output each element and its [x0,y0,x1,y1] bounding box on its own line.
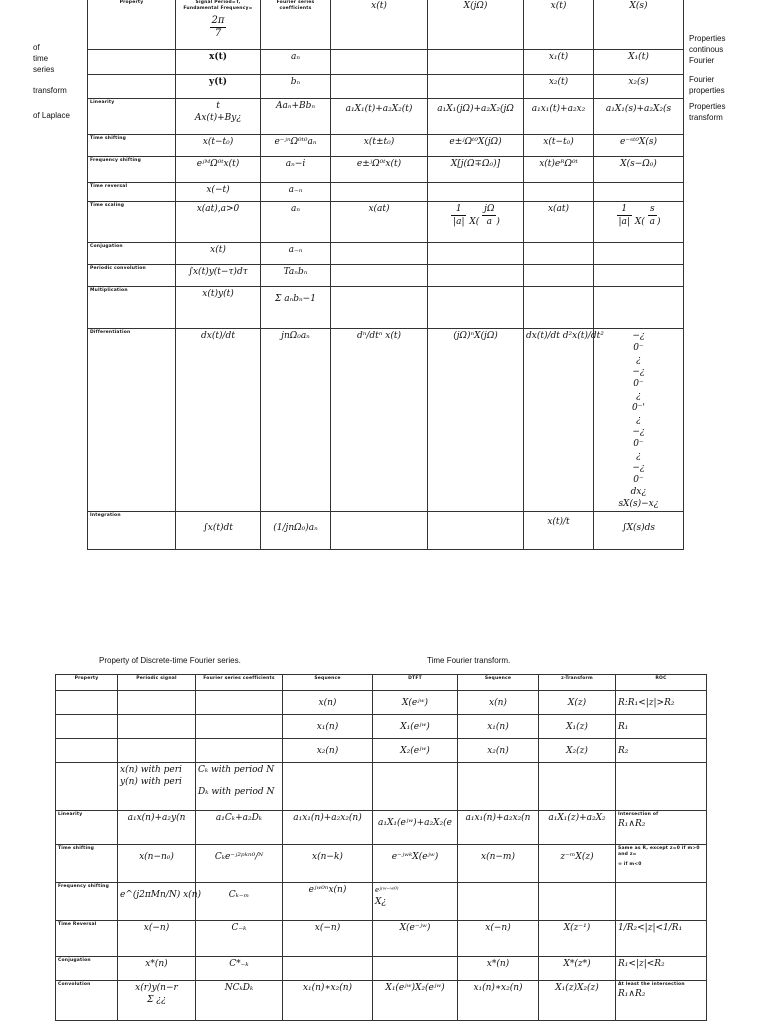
row-label [56,715,118,739]
frac-num: 1 [451,203,466,216]
cell: Taₙbₙ [261,265,331,287]
right-label-2: continous [689,45,724,54]
cell: e⁻ˢᵗ⁰X(s) [594,135,684,157]
cell: a₁X₁(z)+a₂X₂ [539,811,616,845]
cell: X*(z*) [539,957,616,981]
frac-num: jΩ [484,204,495,214]
cell: a₁x(n)+a₂y(n [118,811,196,845]
cell: x(t±t₀) [331,135,428,157]
cell-time-scaling-fourier: $\frac{1}{|a|}$ X( $\frac{j\Omega}{a}$ ) [428,202,524,243]
cell: ∫x(t)y(t−τ)dτ [176,265,261,287]
row-label-linearity: Linearity [88,99,176,135]
stack-item: 0⁻' [632,403,645,413]
cell: ∫x(t)dt [176,512,261,550]
row-label-time-scaling: Time scaling [88,202,176,243]
cell: a₋ₙ [261,243,331,265]
header-fs-coeffs: Fourier series coefficients [196,675,283,691]
cell: x(t)y(t) [176,287,261,329]
cell [331,287,428,329]
frac-den: |a| [453,217,465,227]
cell: x(−n) [458,921,539,957]
cell: jnΩ₀aₙ [261,329,331,512]
cell: R₂ [616,739,707,763]
bottom-header-row [56,675,707,691]
cell: x(at),a>0 [176,202,261,243]
frac-num: s [648,203,657,216]
cell: R₁<|z|<R₂ [616,957,707,981]
row-label [88,50,176,75]
cell [283,763,373,811]
cell [331,265,428,287]
cell-line: Σ ¿¿ [147,995,166,1005]
period-den: 7 [214,28,222,39]
cell-time-scaling-laplace: $\frac{1}{|a|}$ X( $\frac{s}{a}$ ) [594,202,684,243]
cell: x(at) [524,202,594,243]
period-num: 2π [211,15,225,26]
header-xt-laplace: x(t) [524,0,594,50]
header-periodic-signal: Periodic signal [118,675,196,691]
cell-line: Intersection of [618,812,659,817]
cell [428,287,524,329]
table-row [56,883,707,921]
cell: Cₖ₋ₘ [196,883,283,921]
cell-line: R₁∧R₂ [618,989,646,999]
cell: dx(t)/dt [176,329,261,512]
cell: a₁X₁(t)+a₂X₂(t) [331,99,428,135]
cell: a₁x₁(n)+a₂x₂(n [458,811,539,845]
cell [373,957,458,981]
cell: e±ʲΩᵗ⁰X(jΩ) [428,135,524,157]
cell: x(n) [283,691,373,715]
cell: X(e⁻ʲʷ) [373,921,458,957]
cell: Cₖe⁻ʲ²ᵖᵏⁿ⁰/ᴺ [196,845,283,883]
top-header-row [88,0,684,50]
cell [594,243,684,265]
cell: y(t) [176,75,261,99]
cell-line: Dₖ with period N [198,787,275,797]
cell: a₁x₁(n)+a₂x₂(n) [283,811,373,845]
cell [428,75,524,99]
cell [118,715,196,739]
cell [331,183,428,202]
cell: a₁X₁(s)+a₂X₂(s [594,99,684,135]
cell: x(n−k) [283,845,373,883]
cell: aₙ [261,50,331,75]
stack-item: 0⁻ [633,343,644,353]
cell: z⁻ᵐX(z) [539,845,616,883]
cell-laplace-diff-stack [594,329,684,512]
table-row [56,763,707,811]
cell: X₂(z) [539,739,616,763]
period-fraction [210,15,227,40]
cell: e⁻ʲⁿΩ⁰ᵗ⁰aₙ [261,135,331,157]
row-label-time-shifting: Time shifting [88,135,176,157]
table-row [56,691,707,715]
row-label-frequency-shifting: Frequency shifting [88,157,176,183]
cell-line: Same as R, except z=0 if m>0 and z= [618,846,700,857]
cell [176,99,261,135]
stack-item: sX(s)−x¿ [618,499,659,509]
cell [373,763,458,811]
frac-den: |a| [618,217,630,227]
row-label [56,691,118,715]
row-label [56,739,118,763]
cell: x₁(n)∗x₂(n) [283,981,373,1021]
cell [283,957,373,981]
cell [118,981,196,1021]
table-row [88,99,684,135]
caption-discrete-fourier-series: Property of Discrete-time Fourier series. [99,656,241,665]
table-row [56,739,707,763]
cell: dx(t)/dt d²x(t)/dt² [524,329,594,512]
cell: ∫X(s)ds [594,512,684,550]
left-label-1: of [33,43,40,52]
fraction [482,203,496,228]
cell: a₁x₁(t)+a₂x₂ [524,99,594,135]
cell: X₁(z) [539,715,616,739]
cell [428,183,524,202]
caption-time-fourier-transform: Time Fourier transform. [427,656,511,665]
stack-item: ¿ [636,451,641,461]
continuous-properties-table [87,0,684,550]
table-row [88,157,684,183]
cell [331,512,428,550]
cell: X[j(Ω∓Ω₀)] [428,157,524,183]
cell: X₁(eʲʷ)X₂(eʲʷ) [373,981,458,1021]
table-row [56,921,707,957]
cell [616,883,707,921]
cell: eʲᴹΩ⁰ᵗx(t) [176,157,261,183]
stack-item: −¿ [632,367,645,377]
table-row [56,981,707,1021]
cell: x₂(n) [458,739,539,763]
symbol: X [469,217,476,227]
fraction [451,203,466,228]
row-label-conjugation: Conjugation [56,957,118,981]
cell [196,715,283,739]
table-row [88,512,684,550]
table-row [56,845,707,883]
cell [196,763,283,811]
cell: 1/R₂<|z|<1/R₁ [616,921,707,957]
table-row [88,265,684,287]
cell-line: eʲ⁽ʷ⁻ʷ⁰⁾ [375,886,399,894]
cell [331,75,428,99]
cell [594,265,684,287]
right-label-1: Properties [689,34,726,43]
frac-den: a [649,217,655,227]
right-label-7: transform [689,113,723,122]
cell: X₁(z)X₂(z) [539,981,616,1021]
header-property: Property [88,0,176,50]
cell: x(t)eᴿΩ⁰ᵗ [524,157,594,183]
header-dtft: DTFT [373,675,458,691]
cell: a₁X₁(jΩ)+a₂X₂(jΩ [428,99,524,135]
stack-item: −¿ [632,331,645,341]
cell [373,883,458,921]
header-signal [176,0,261,50]
cell-line: Cₖ with period N [198,765,275,775]
cell [118,763,196,811]
cell-line: y(n) with peri [120,777,182,787]
stack-item: 0⁻ [633,439,644,449]
cell: aₙ−i [261,157,331,183]
cell [524,183,594,202]
cell-line: Ax(t)+By¿ [194,113,242,123]
header-fs-coeffs: Fourier series coefficients [261,0,331,50]
cell: e^(j2πMn/N) x(n) [118,883,196,921]
frac-num: 1 [617,203,632,216]
cell [616,763,707,811]
header-property: Property [56,675,118,691]
row-label-frequency-shifting: Frequency shifting [56,883,118,921]
cell [428,512,524,550]
cell: x(t) [176,50,261,75]
right-label-5: properties [689,86,725,95]
row-label-periodic-convolution: Periodic convolution [88,265,176,287]
cell [458,763,539,811]
header-xs: X(s) [594,0,684,50]
frac-den: a [486,217,492,227]
cell: x₂(t) [524,75,594,99]
cell: x₂(s) [594,75,684,99]
cell: x(n−m) [458,845,539,883]
stack-item: ¿ [636,391,641,401]
header-signal-text: Signal Period=T, Fundamental Frequency= [183,0,253,11]
cell [196,691,283,715]
cell: x(t−t₀) [524,135,594,157]
cell: x(t)/t [524,512,594,550]
cell [196,739,283,763]
cell-line: x(r)y(n−r [135,983,178,993]
cell [524,265,594,287]
table-row [88,50,684,75]
cell [594,183,684,202]
cell [118,691,196,715]
cell-line: At least the intersection [618,982,685,987]
cell: x*(n) [118,957,196,981]
cell: X₁(t) [594,50,684,75]
cell-line: ∞ if m<0 [618,862,642,867]
stack-item: 0⁻ [633,475,644,485]
cell [594,287,684,329]
table-row [56,811,707,845]
cell: X(s−Ω₀) [594,157,684,183]
table-row [88,183,684,202]
cell: x₁(n) [458,715,539,739]
table-row [88,287,684,329]
cell [331,243,428,265]
table-row [88,202,684,243]
cell [331,50,428,75]
cell [524,243,594,265]
row-label-time-reversal: Time Reversal [56,921,118,957]
stack-item: 0⁻ [633,379,644,389]
cell: x₁(n)∗x₂(n) [458,981,539,1021]
row-label-convolution: Convolution [56,981,118,1021]
cell: x(−n) [118,921,196,957]
header-sequence: Sequence [283,675,373,691]
header-xjw: X(jΩ) [428,0,524,50]
header-xt: x(t) [331,0,428,50]
cell: R:R₁<|z|>R₂ [616,691,707,715]
table-row [88,75,684,99]
cell: (jΩ)ⁿX(jΩ) [428,329,524,512]
row-label-integration: Integration [88,512,176,550]
cell: a₋ₙ [261,183,331,202]
left-side-labels [33,42,70,121]
cell: x₂(n) [283,739,373,763]
cell: x(−t) [176,183,261,202]
cell: x₁(t) [524,50,594,75]
cell: C*₋ₖ [196,957,283,981]
header-z-transform: z-Transform [539,675,616,691]
row-label [88,75,176,99]
left-label-2: time [33,54,49,63]
stack-item: ¿ [636,355,641,365]
cell: x(n−n₀) [118,845,196,883]
fraction [648,203,657,228]
right-label-3: Fourier [689,56,715,65]
cell [428,265,524,287]
cell: (1/jnΩ₀)aₙ [261,512,331,550]
right-label-4: Fourier [689,75,715,84]
cell [616,981,707,1021]
cell: Aaₙ+Bbₙ [261,99,331,135]
cell [118,739,196,763]
cell: C₋ₖ [196,921,283,957]
row-label-conjugation: Conjugation [88,243,176,265]
table-row [88,243,684,265]
cell: R₁ [616,715,707,739]
cell: dⁿ/dtⁿ x(t) [331,329,428,512]
cell: NCₖDₖ [196,981,283,1021]
row-label-time-shifting: Time shifting [56,845,118,883]
cell: aₙ [261,202,331,243]
header-sequence-z: Sequence [458,675,539,691]
left-label-5: of Laplace [33,111,70,120]
cell: X(z⁻¹) [539,921,616,957]
table-row [88,329,684,512]
cell [428,50,524,75]
stack-item: dx¿ [630,487,647,497]
cell [524,287,594,329]
left-label-4: transform [33,86,67,95]
table-row [56,715,707,739]
cell [616,811,707,845]
row-label-linearity: Linearity [56,811,118,845]
table-row [56,957,707,981]
right-label-6: Properties [689,102,726,111]
left-label-3: series [33,65,55,74]
cell: x(−n) [283,921,373,957]
cell: bₙ [261,75,331,99]
cell: X(eʲʷ) [373,691,458,715]
cell: X₁(eʲʷ) [373,715,458,739]
cell: x(t−t₀) [176,135,261,157]
cell-line: x(n) with peri [120,765,182,775]
cell: e⁻ʲʷᵏX(eʲʷ) [373,845,458,883]
cell: a₁X₁(eʲʷ)+a₂X₂(e [373,811,458,845]
row-label-multiplication: Multiplication [88,287,176,329]
cell: X₂(eʲʷ) [373,739,458,763]
header-roc: ROC [616,675,707,691]
cell [539,883,616,921]
cell: eʲʷ⁰ⁿx(n) [283,883,373,921]
cell: e±ʲΩ⁰ᵗx(t) [331,157,428,183]
stack-item: ¿ [636,415,641,425]
cell: x(t) [176,243,261,265]
table-row [88,135,684,157]
cell: x(at) [331,202,428,243]
row-label [56,763,118,811]
cell [539,763,616,811]
stack-item: −¿ [632,427,645,437]
cell: a₁Cₖ+a₂Dₖ [196,811,283,845]
cell: Σ aₙbₙ−1 [261,287,331,329]
cell [428,243,524,265]
symbol: X [634,217,642,227]
cell-line: R₁∧R₂ [618,819,646,829]
cell: x*(n) [458,957,539,981]
cell-line: t [216,101,220,111]
cell: x(n) [458,691,539,715]
cell [616,845,707,883]
stack-item: −¿ [632,463,645,473]
cell: X(z) [539,691,616,715]
row-label-time-reversal: Time reversal [88,183,176,202]
row-label-differentiation: Differentiation [88,329,176,512]
cell-line: X¿ [375,897,387,907]
right-side-labels [689,33,725,123]
cell [458,883,539,921]
discrete-properties-table [55,674,707,1021]
cell: x₁(n) [283,715,373,739]
fraction [617,203,632,228]
